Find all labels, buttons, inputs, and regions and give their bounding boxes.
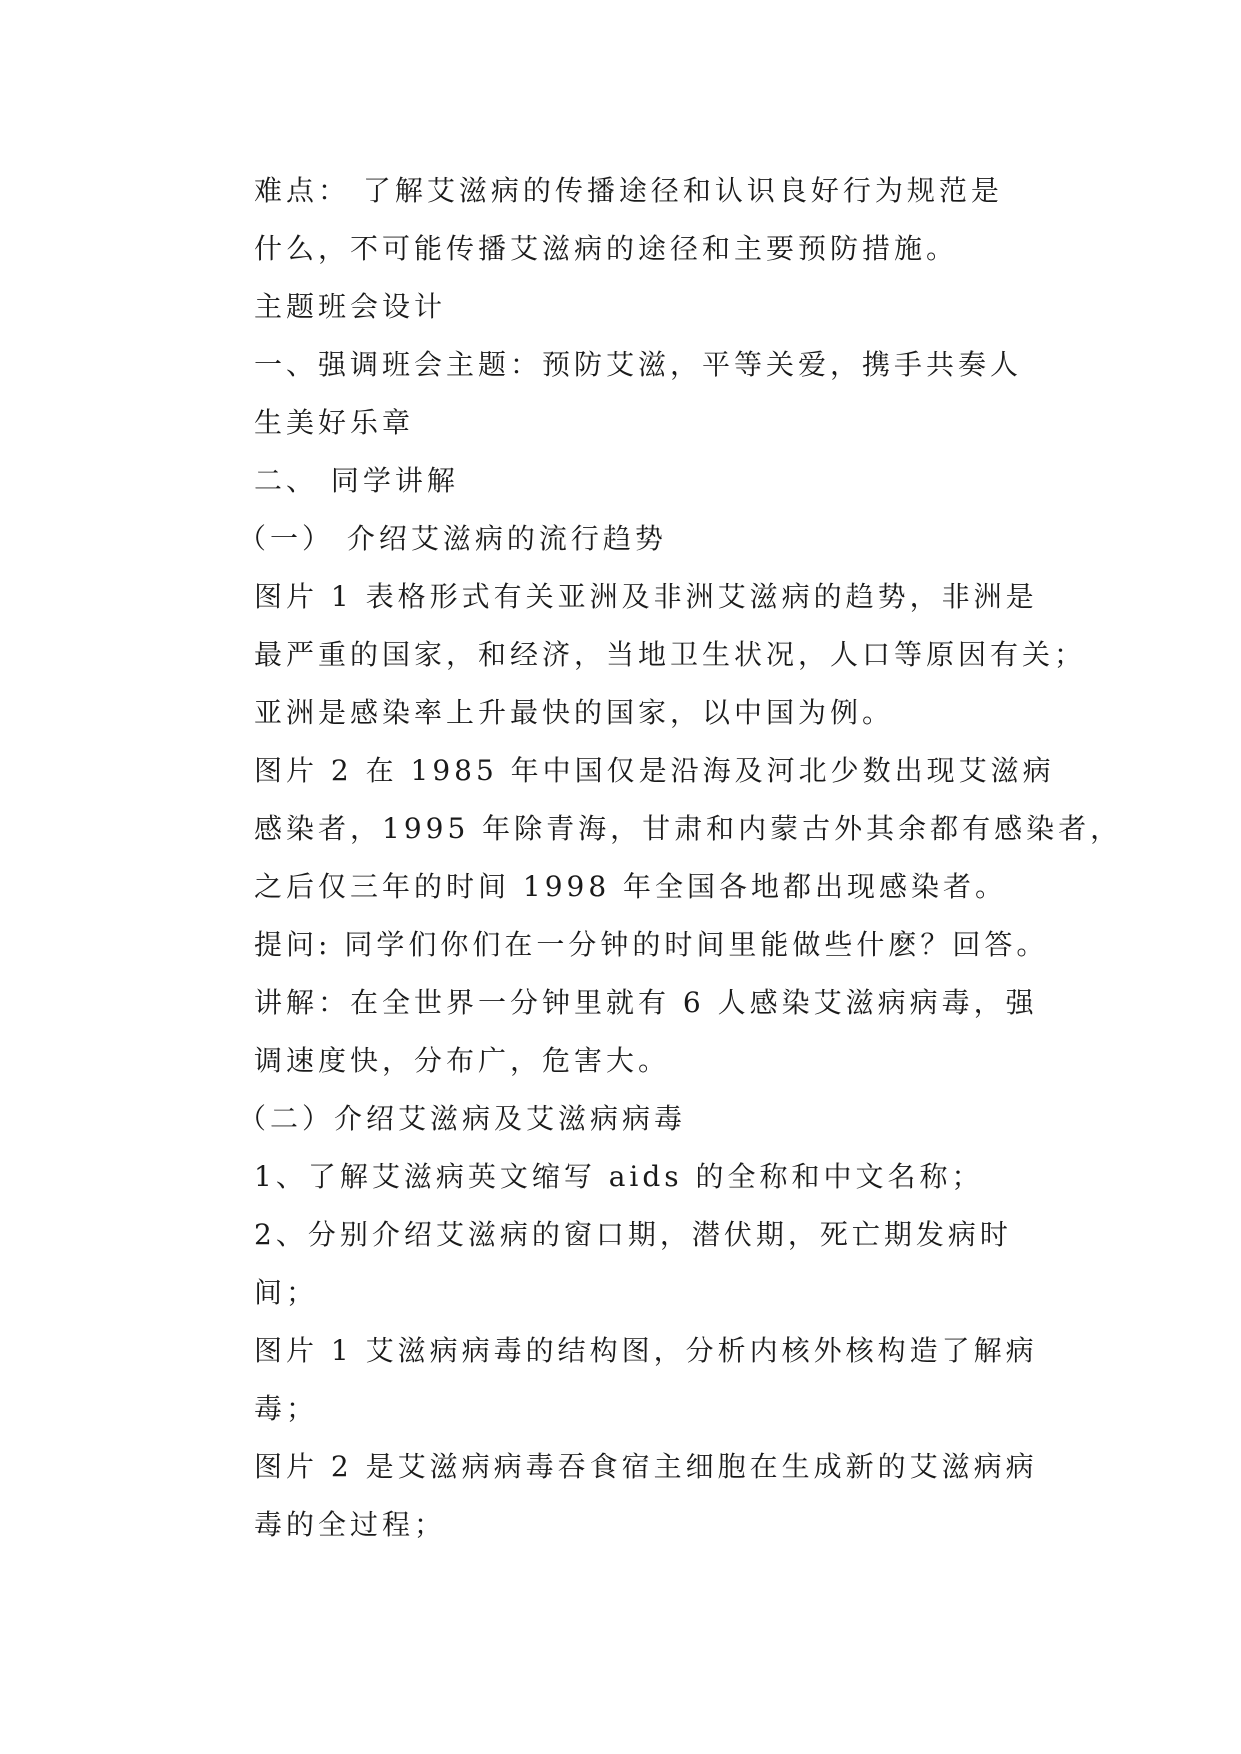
document-page (190, 162, 1123, 1554)
text-line: 间； (254, 1276, 319, 1309)
text-line: 1、了解艾滋病英文缩写 aids 的全称和中文名称； (254, 1160, 984, 1193)
list-item-1 (190, 1148, 1050, 1206)
text-line: 什么，不可能传播艾滋病的途径和主要预防措施。 (254, 232, 959, 265)
subsection-heading-aids-intro (190, 1090, 1050, 1148)
text-line: 图片 2 在 1985 年中国仅是沿海及河北少数出现艾滋病 (254, 754, 1055, 787)
text-line: （二）介绍艾滋病及艾滋病病毒 (238, 1102, 687, 1135)
text-line: 讲解：在全世界一分钟里就有 6 人感染艾滋病病毒，强 (254, 986, 1038, 1019)
section-heading-class-meeting-design (190, 278, 1050, 336)
section-heading-student-explanation (190, 452, 1050, 510)
paragraph-question (190, 916, 1050, 974)
paragraph-difficulty (190, 162, 1050, 278)
text-line: 毒的全过程； (254, 1508, 447, 1541)
paragraph-explanation (190, 974, 1050, 1090)
text-line: 主题班会设计 (254, 290, 447, 323)
paragraph-picture-1-structure (190, 1322, 1050, 1438)
paragraph-picture-2-process (190, 1438, 1050, 1554)
paragraph-picture-1-trend (190, 568, 1087, 742)
text-line: 毒； (254, 1392, 319, 1425)
list-item-2 (190, 1206, 1050, 1322)
text-line: 感染者，1995 年除青海，甘肃和内蒙古外其余都有感染者， (254, 812, 1123, 845)
text-line: 难点： 了解艾滋病的传播途径和认识良好行为规范是 (254, 174, 1003, 207)
text-line: 提问: 同学们你们在一分钟的时间里能做些什麽？回答。 (254, 928, 1049, 961)
text-line: 之后仅三年的时间 1998 年全国各地都出现感染者。 (254, 870, 1008, 903)
text-line: 生美好乐章 (254, 406, 415, 439)
text-line: 2、分别介绍艾滋病的窗口期，潜伏期，死亡期发病时 (254, 1218, 1012, 1251)
text-line: 二、 同学讲解 (254, 464, 459, 497)
subsection-heading-trend (190, 510, 1050, 568)
paragraph-picture-2-china (190, 742, 1123, 916)
text-line: 调速度快，分布广，危害大。 (254, 1044, 671, 1077)
paragraph-theme (190, 336, 1050, 452)
text-line: 一、强调班会主题：预防艾滋，平等关爱，携手共奏人 (254, 348, 1023, 381)
text-line: 图片 1 表格形式有关亚洲及非洲艾滋病的趋势，非洲是 (254, 580, 1038, 613)
text-line: （一） 介绍艾滋病的流行趋势 (238, 522, 667, 555)
text-line: 亚洲是感染率上升最快的国家，以中国为例。 (254, 696, 895, 729)
text-line: 图片 1 艾滋病病毒的结构图，分析内核外核构造了解病 (254, 1334, 1038, 1367)
text-line: 图片 2 是艾滋病病毒吞食宿主细胞在生成新的艾滋病病 (254, 1450, 1038, 1483)
text-line: 最严重的国家，和经济，当地卫生状况，人口等原因有关； (254, 638, 1087, 671)
